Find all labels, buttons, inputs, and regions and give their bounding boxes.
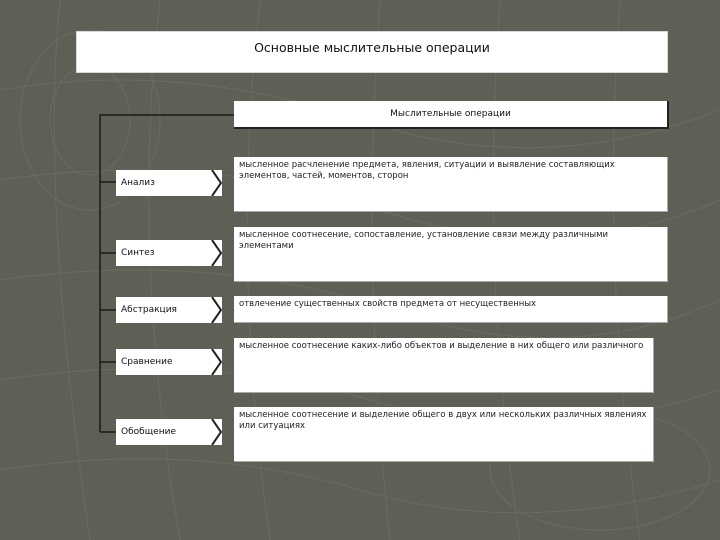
op-label-text: Абстракция [121, 305, 177, 315]
op-label-abstraction [116, 297, 222, 323]
chevron-right-icon [210, 240, 222, 266]
chevron-right-icon [210, 297, 222, 323]
op-label-text: Анализ [121, 178, 155, 188]
op-label-text: Сравнение [121, 357, 173, 367]
op-label-comparison [116, 349, 222, 375]
op-description: отвлечение существенных свойств предмета от несущественных [234, 296, 668, 323]
op-description: мысленное соотнесение и выделение общего в двух или нескольких различных явлениях или ситуациях [234, 407, 654, 462]
op-description: мысленное соотнесение каких-либо объектов и выделение в них общего или различного [234, 338, 654, 393]
op-label-synthesis [116, 240, 222, 266]
op-description: мысленное расчленение предмета, явления, ситуации и выявление составляющих элементов, частей, моментов, сторон [234, 157, 668, 212]
op-label-text: Синтез [121, 248, 155, 258]
op-label-generalization [116, 419, 222, 445]
chevron-right-icon [210, 170, 222, 196]
diagram-title: Основные мыслительные операции [76, 31, 668, 73]
chevron-right-icon [210, 419, 222, 445]
header-node: Мыслительные операции [234, 101, 669, 129]
chevron-right-icon [210, 349, 222, 375]
op-label-text: Обобщение [121, 427, 176, 437]
op-description: мысленное соотнесение, сопоставление, установление связи между различными элементами [234, 227, 668, 282]
op-label-analysis [116, 170, 222, 196]
